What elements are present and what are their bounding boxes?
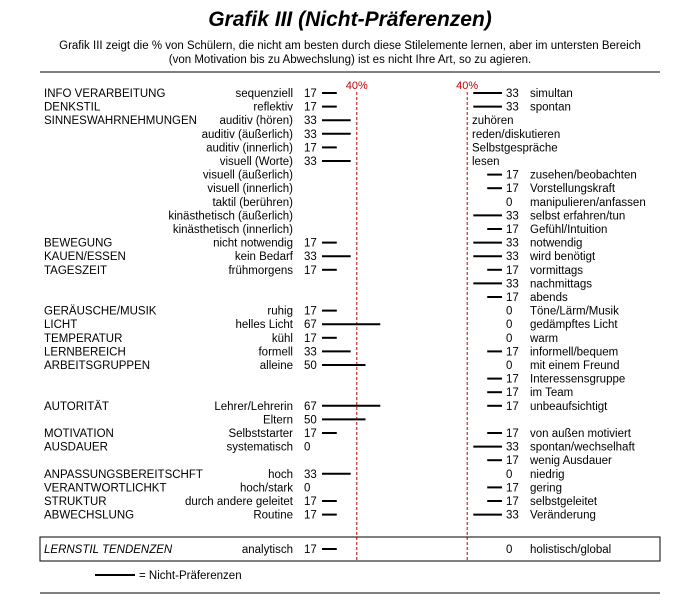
row-right-value: 17	[506, 346, 519, 359]
row-right-value: 0	[506, 360, 513, 372]
row-right-value: 0	[506, 305, 513, 318]
row-category: STRUKTUR	[44, 496, 107, 508]
row-left-value: 17	[304, 264, 317, 277]
legend-label: = Nicht-Präferenzen	[139, 570, 242, 582]
row-right-value: 0	[506, 319, 513, 332]
row-left-value: 17	[304, 332, 317, 345]
row-right-label: Selbstgespräche	[472, 142, 558, 155]
row-left-label: alleine	[259, 360, 293, 372]
row-left-value: 17	[304, 509, 317, 522]
row-left-value: 17	[304, 305, 317, 318]
row-left-value: 67	[304, 319, 317, 332]
row-right-label: wenig Ausdauer	[530, 455, 612, 468]
row-left-label: Routine	[253, 509, 293, 522]
row-category: KAUEN/ESSEN	[44, 251, 126, 264]
row-right-label: zuhören	[472, 115, 514, 128]
row-right-label: Töne/Lärm/Musik	[530, 305, 619, 318]
row-left-label: Lehrer/Lehrerin	[214, 400, 293, 413]
row-right-label: niedrig	[530, 468, 565, 481]
row-right-value: 17	[506, 400, 519, 413]
row-left-label: visuell (innerlich)	[207, 183, 293, 196]
row-right-value: 17	[506, 482, 519, 495]
row-category: AUTORITÄT	[44, 400, 109, 413]
summary-left-label: analytisch	[241, 544, 293, 556]
row-right-value: 33	[506, 509, 519, 522]
row-right-value: 17	[506, 224, 519, 236]
row-left-value: 0	[304, 482, 311, 495]
row-right-label: lesen	[472, 156, 500, 168]
row-right-value: 17	[506, 496, 519, 508]
row-right-value: 17	[506, 387, 519, 400]
row-left-label: auditiv (innerlich)	[206, 142, 293, 155]
row-right-value: 0	[506, 332, 513, 345]
row-category: AUSDAUER	[44, 441, 108, 454]
row-right-label: wird benötigt	[530, 251, 596, 264]
summary-right-label: holistisch/global	[530, 544, 612, 556]
row-left-value: 17	[304, 142, 317, 155]
row-left-label: ruhig	[267, 305, 293, 318]
row-category: BEWEGUNG	[44, 237, 113, 250]
reference-label-left: 40%	[345, 80, 368, 92]
row-right-label: selbstgeleitet	[530, 496, 598, 508]
row-right-value: 17	[506, 292, 519, 304]
row-left-label: durch andere geleitet	[184, 496, 293, 508]
row-right-value: 17	[506, 373, 519, 386]
row-category: LICHT	[44, 319, 78, 332]
row-right-label: gering	[530, 482, 562, 495]
row-right-value: 33	[506, 101, 519, 114]
row-category: TAGESZEIT	[44, 264, 108, 277]
row-left-value: 33	[304, 115, 317, 128]
row-right-value: 33	[506, 88, 519, 100]
row-category: ABWECHSLUNG	[44, 509, 135, 522]
row-right-label: von außen motiviert	[530, 428, 631, 440]
row-left-value: 50	[304, 360, 317, 372]
row-right-label: manipulieren/anfassen	[530, 196, 646, 209]
row-right-label: informell/bequem	[530, 346, 619, 359]
row-left-label: hoch	[268, 468, 293, 481]
row-left-value: 67	[304, 400, 317, 413]
row-left-value: 33	[304, 156, 317, 168]
row-right-label: mit einem Freund	[530, 360, 620, 372]
row-left-label: reflektiv	[253, 101, 293, 114]
row-category: VERANTWORTLICHKT	[44, 482, 167, 495]
row-left-value: 17	[304, 237, 317, 250]
row-right-value: 17	[506, 183, 519, 196]
row-left-value: 33	[304, 346, 317, 359]
row-right-value: 17	[506, 455, 519, 468]
row-left-value: 33	[304, 468, 317, 481]
row-left-value: 17	[304, 496, 317, 508]
row-left-value: 0	[304, 441, 311, 454]
row-left-value: 33	[304, 128, 317, 141]
row-left-label: visuell (äußerlich)	[202, 169, 293, 182]
summary-left-value: 17	[304, 544, 317, 556]
row-left-value: 50	[304, 414, 317, 427]
row-left-label: visuell (Worte)	[219, 156, 293, 168]
row-right-value: 0	[506, 196, 513, 209]
subtitle-line-2: (von Motivation bis zu Abwechslung) ist es nicht Ihre Art, so zu agieren.	[168, 54, 532, 66]
row-right-label: spontan/wechselhaft	[530, 441, 635, 454]
row-left-label: auditiv (hören)	[219, 115, 293, 128]
row-right-value: 33	[506, 251, 519, 264]
row-left-label: Eltern	[262, 414, 293, 427]
row-category: GERÄUSCHE/MUSIK	[44, 305, 157, 318]
row-right-label: Interessensgruppe	[530, 373, 626, 386]
row-right-label: Gefühl/Intuition	[530, 224, 608, 236]
row-right-label: Vorstellungskraft	[530, 183, 616, 196]
row-category: SINNESWAHRNEHMUNGEN	[44, 115, 197, 128]
row-left-label: auditiv (äußerlich)	[201, 128, 293, 141]
row-right-value: 33	[506, 237, 519, 250]
row-right-label: abends	[530, 292, 568, 304]
row-right-label: gedämpftes Licht	[530, 319, 618, 332]
row-left-label: nicht notwendig	[213, 237, 293, 250]
row-right-label: zusehen/beobachten	[530, 169, 637, 182]
row-category: DENKSTIL	[44, 101, 101, 114]
row-left-label: kein Bedarf	[234, 251, 293, 264]
row-right-value: 33	[506, 441, 519, 454]
row-right-label: simultan	[530, 88, 573, 100]
row-left-label: kinästhetisch (innerlich)	[172, 224, 293, 236]
row-left-value: 17	[304, 428, 317, 440]
summary-right-value: 0	[506, 544, 513, 556]
row-right-label: Veränderung	[530, 509, 596, 522]
row-right-label: warm	[530, 332, 559, 345]
row-left-label: Selbststarter	[228, 428, 293, 440]
row-category: TEMPERATUR	[44, 332, 123, 345]
row-left-value: 17	[304, 101, 317, 114]
row-right-value: 17	[506, 169, 519, 182]
row-right-label: selbst erfahren/tun	[530, 210, 626, 223]
row-left-value: 33	[304, 251, 317, 264]
subtitle-line-1: Grafik III zeigt die % von Schülern, die nicht am besten durch diese Stilelemente lernen, aber im untersten Bereich	[59, 40, 641, 52]
row-category: INFO VERARBEITUNG	[44, 88, 166, 100]
summary-category: LERNSTIL TENDENZEN	[44, 544, 173, 556]
row-left-label: formell	[258, 346, 293, 359]
row-right-value: 0	[506, 468, 513, 481]
row-left-label: systematisch	[226, 441, 293, 454]
row-right-label: spontan	[530, 101, 571, 114]
row-left-value: 17	[304, 88, 317, 100]
row-category: ANPASSUNGSBEREITSCHFT	[44, 468, 203, 481]
row-right-label: notwendig	[530, 237, 583, 250]
row-right-value: 33	[506, 278, 519, 291]
row-right-value: 17	[506, 264, 519, 277]
page-title: Grafik III (Nicht-Präferenzen)	[208, 8, 492, 31]
row-right-value: 17	[506, 428, 519, 440]
reference-label-right: 40%	[456, 80, 479, 92]
row-right-label: nachmittags	[530, 278, 593, 291]
row-category: LERNBEREICH	[44, 346, 126, 359]
row-category: MOTIVATION	[44, 428, 114, 440]
row-category: ARBEITSGRUPPEN	[44, 360, 151, 372]
row-right-label: im Team	[530, 387, 574, 400]
row-right-label: reden/diskutieren	[472, 128, 561, 141]
row-right-label: unbeaufsichtigt	[530, 400, 608, 413]
row-left-label: kinästhetisch (äußerlich)	[168, 210, 293, 223]
row-left-label: helles Licht	[235, 319, 293, 332]
row-right-label: vormittags	[530, 264, 584, 277]
row-left-label: taktil (berühren)	[212, 196, 293, 209]
row-right-value: 33	[506, 210, 519, 223]
row-left-label: sequenziell	[235, 88, 293, 100]
row-left-label: kühl	[271, 332, 293, 345]
row-left-label: frühmorgens	[228, 264, 293, 277]
row-left-label: hoch/stark	[239, 482, 293, 495]
